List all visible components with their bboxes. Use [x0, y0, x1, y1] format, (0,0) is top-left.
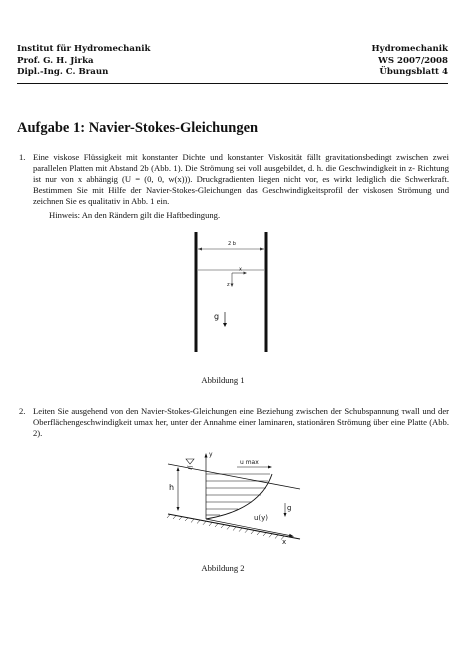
x-axis-label-2: x: [282, 538, 287, 546]
figure-1: [170, 228, 280, 358]
free-surface: [168, 464, 300, 489]
z-axis-label: z: [227, 282, 230, 288]
x-axis-2: [206, 519, 292, 536]
semester: WS 2007/2008: [378, 55, 448, 66]
figure-1-caption: Abbildung 1: [201, 375, 245, 385]
task-2-number: 2.: [19, 406, 26, 416]
task-1: [19, 152, 449, 207]
task-2: [19, 406, 449, 439]
depth-arrow-top-icon: [177, 467, 180, 471]
figure-2-caption: Abbildung 2: [201, 563, 245, 573]
header-left: [17, 44, 150, 79]
x-arrow-head-2-icon: [289, 534, 294, 538]
gravity-arrow-head-2-icon: [284, 513, 287, 517]
gravity-arrow-head-icon: [223, 323, 227, 327]
gravity-label-2: g: [287, 504, 292, 512]
z-arrow-head-icon: [231, 284, 234, 288]
umax-arrow-icon: [268, 466, 272, 469]
task-1-text: Eine viskose Flüssigkeit mit konstanter Dichte und konstanter Viskosität fällt gravitationsbedingt zwischen zwei parallelen Platten mit Abstand 2b (Abb. 1). Die Strömung sei voll ausgebildet, d. h. die Geschwindigkeit in z- Richtung ist nur von x abhängig (U = (0, 0, w(x))). Druckgradienten liegen nicht vor, es wirkt lediglich die Schwerkraft. Bestimmen Sie mit Hilfe der Navier-Stokes-Gleichungen das Geschwindigkeitsprofil der viskosen Strömung und zeichnen Sie es qualitativ in Abb. 1 ein.: [33, 152, 449, 207]
width-arrow-right-icon: [260, 248, 264, 251]
width-label: 2 b: [228, 241, 236, 247]
width-arrow-left-icon: [198, 248, 202, 251]
figure-2: [160, 448, 310, 548]
section-title: Aufgabe 1: Navier-Stokes-Gleichungen: [17, 120, 259, 136]
water-level-mark-1: [187, 466, 193, 467]
depth-label: h: [169, 483, 175, 492]
gravity-label: g: [214, 312, 220, 321]
x-arrow-head-icon: [244, 272, 248, 275]
x-axis-label: x: [239, 266, 242, 273]
sheet-number: Übungsblatt 4: [379, 67, 448, 77]
y-axis-label: y: [209, 451, 213, 458]
assistant-name: Dipl.-Ing. C. Braun: [17, 67, 109, 77]
depth-arrow-bottom-icon: [177, 507, 180, 511]
task-1-hint: Hinweis: An den Rändern gilt die Haftbedingung.: [49, 210, 221, 220]
header-right: [372, 44, 448, 79]
professor-name: Prof. G. H. Jirka: [17, 55, 94, 66]
task-2-text: Leiten Sie ausgehend von den Navier-Stokes-Gleichungen eine Beziehung zwischen der Schubspannung τwall und der Oberflächengeschwindigkeit umax her, unter der Annahme einer laminaren, stationären Strömung über eine Platte (Abb. 2).: [33, 406, 449, 439]
water-level-icon: [186, 459, 194, 464]
umax-label: u max: [240, 459, 259, 466]
header-rule: [17, 83, 448, 84]
y-arrow-head-icon: [205, 453, 208, 458]
task-1-number: 1.: [19, 152, 26, 162]
institute-name: Institut für Hydromechanik: [17, 44, 151, 54]
profile-label: u(y): [254, 514, 269, 522]
course-name: Hydromechanik: [371, 44, 448, 54]
